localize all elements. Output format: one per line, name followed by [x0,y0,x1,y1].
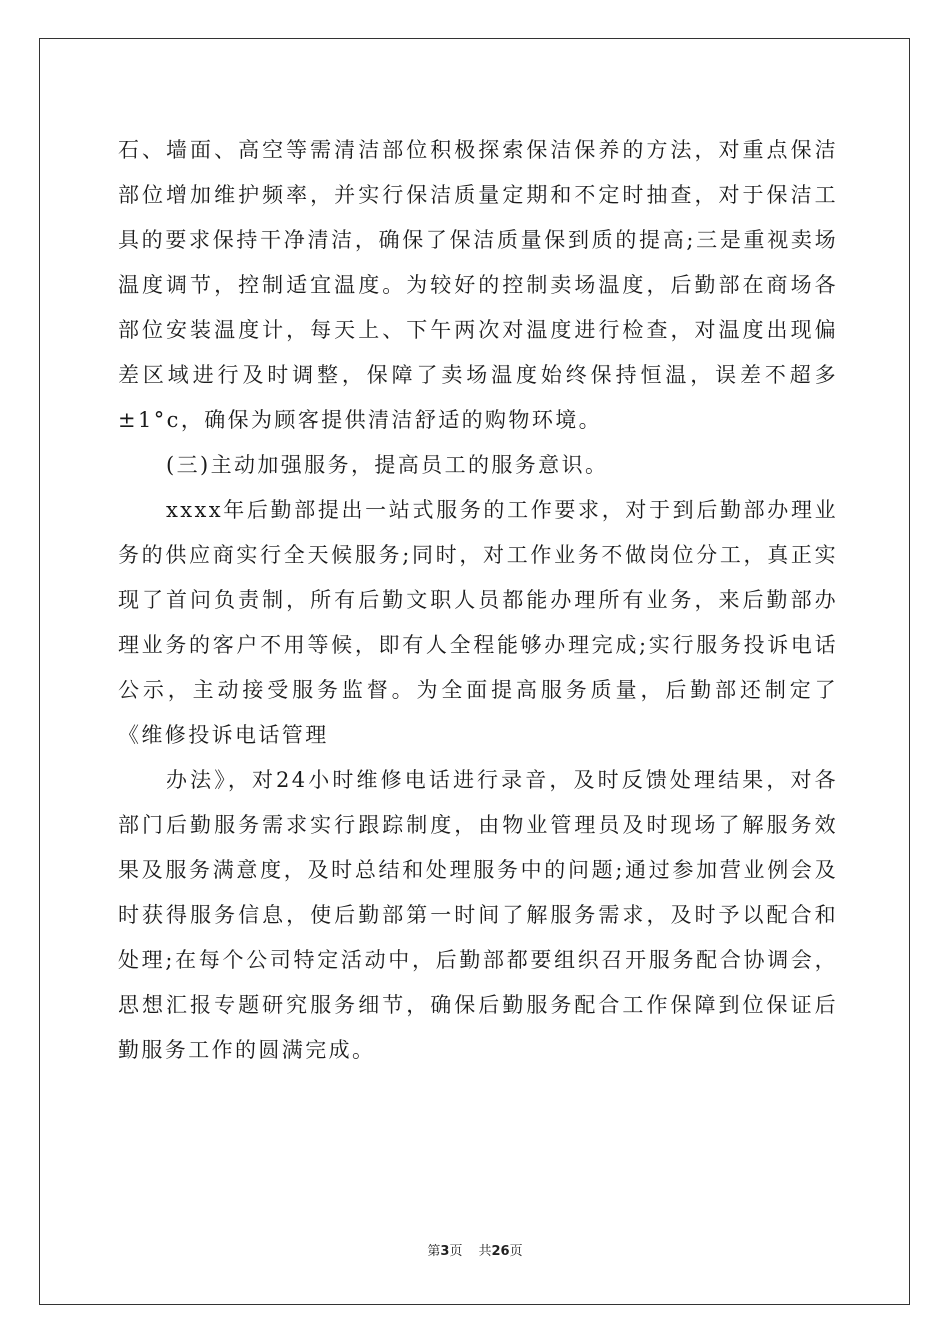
total-suffix: 页 [509,1244,523,1259]
total-pages: 26 [491,1244,510,1259]
paragraph-repair-hotline: 办法》，对24小时维修电话进行录音，及时反馈处理结果，对各部门后勤服务需求实行跟踪制度，由物业管理员及时现场了解服务效果及服务满意度，及时总结和处理服务中的问题;通过参加营业例会及时获得服务信息，使后勤部第一时间了解服务需求，及时予以配合和处理;在每个公司特定活动中，后勤部都要组织召开服务配合协调会，思想汇报专题研究服务细节，确保后勤服务配合工作保障到位保证后勤服务工作的圆满完成。 [118,768,838,1062]
total-prefix: 共 [478,1244,492,1259]
paragraph-one-stop-service: xxxx年后勤部提出一站式服务的工作要求，对于到后勤部办理业务的供应商实行全天候服务;同时，对工作业务不做岗位分工，真正实现了首问负责制，所有后勤文职人员都能办理所有业务，来后勤部办理业务的客户不用等候，即有人全程能够办理完成;实行服务投诉电话公示，主动接受服务监督。为全面提高服务质量，后勤部还制定了《维修投诉电话管理 [118,498,838,747]
page-suffix: 页 [449,1244,463,1259]
page-footer [0,1243,950,1261]
page-prefix: 第 [427,1244,441,1259]
document-body [118,128,838,1073]
page-number: 3 [440,1244,450,1259]
section-heading-service: (三)主动加强服务，提高员工的服务意识。 [166,453,609,477]
paragraph-cleaning-temperature: 石、墙面、高空等需清洁部位积极探索保洁保养的方法，对重点保洁部位增加维护频率，并实行保洁质量定期和不定时抽查，对于保洁工具的要求保持干净清洁，确保了保洁质量保到质的提高;三是重视卖场温度调节，控制适宜温度。为较好的控制卖场温度，后勤部在商场各部位安装温度计，每天上、下午两次对温度进行检查，对温度出现偏差区域进行及时调整，保障了卖场温度始终保持恒温，误差不超多±1°c，确保为顾客提供清洁舒适的购物环境。 [118,138,838,432]
